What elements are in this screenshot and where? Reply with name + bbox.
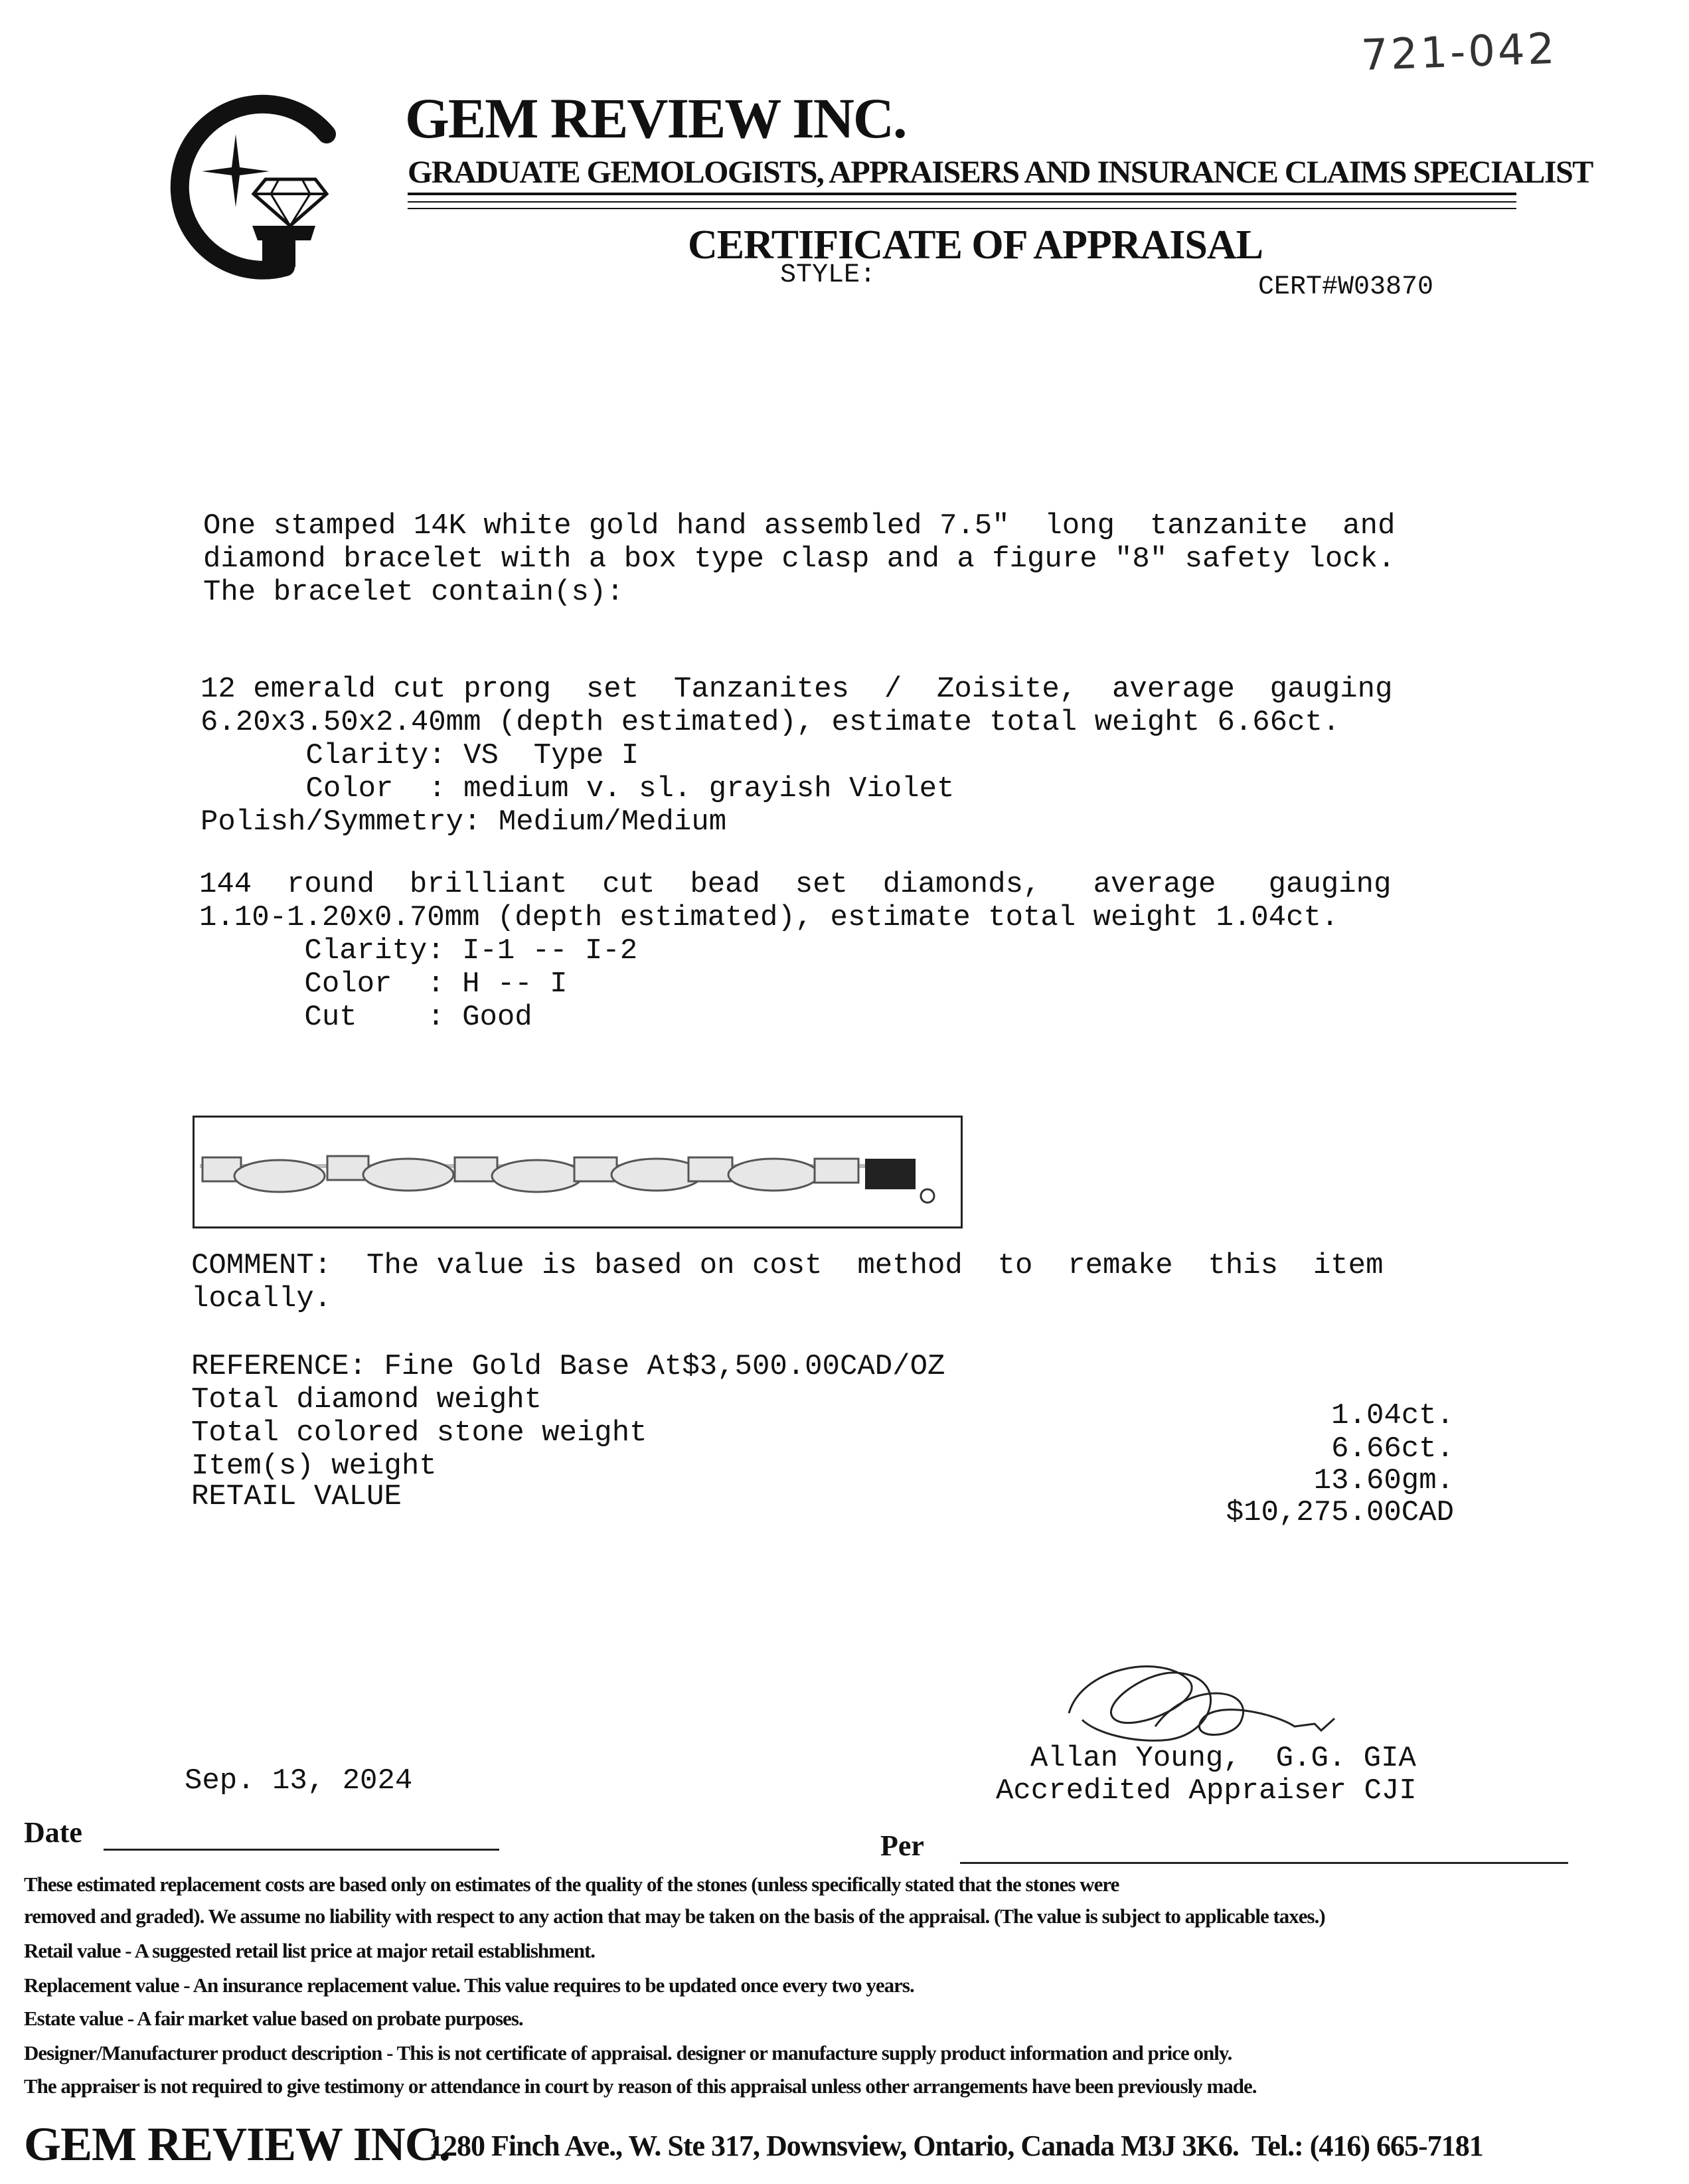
disclaimer-line: Retail value - A suggested retail list price at major retail establishment. — [24, 1939, 596, 1962]
emerald-cut-stone — [688, 1157, 732, 1181]
tanzanite-clarity: Clarity: VS Type I — [201, 739, 639, 772]
diamonds-color: Color : H -- I — [199, 967, 568, 1001]
emerald-cut-stone — [574, 1157, 617, 1181]
bracelet-photo — [193, 1116, 963, 1228]
diamonds-cut: Cut : Good — [199, 1001, 532, 1034]
certificate-number: CERT#W03870 — [1258, 272, 1434, 302]
disclaimer-line: The appraiser is not required to give testimony or attendance in court by reason of this appraisal unless other arrangements have been previously made. — [24, 2074, 1257, 2098]
tanzanite-polish: Polish/Symmetry: Medium/Medium — [201, 805, 727, 839]
diamonds-line: 1.10-1.20x0.70mm (depth estimated), estimate total weight 1.04ct. — [199, 901, 1339, 934]
item-weight-label: Item(s) weight — [191, 1450, 437, 1483]
disclaimer-line: Replacement value - An insurance replacement value. This value requires to be updated once every two years. — [24, 1974, 914, 1997]
item-weight-value: 13.60gm. — [1313, 1464, 1454, 1497]
diamond-icon — [254, 179, 327, 226]
tanzanite-line: 6.20x3.50x2.40mm (depth estimated), estimate total weight 6.66ct. — [201, 706, 1340, 739]
emerald-cut-stone — [327, 1156, 368, 1180]
total-diamond-weight-value: 1.04ct. — [1331, 1399, 1454, 1432]
marquise-stone — [363, 1159, 453, 1191]
comment-line: COMMENT: The value is based on cost method to remake this item — [191, 1249, 1384, 1282]
date-signature-line — [104, 1849, 499, 1851]
description-line: The bracelet contain(s): — [203, 576, 624, 609]
company-tagline: GRADUATE GEMOLOGISTS, APPRAISERS AND INSURANCE CLAIMS SPECIALIST — [408, 155, 1593, 190]
appraisal-date: Sep. 13, 2024 — [185, 1764, 413, 1798]
per-label: Per — [880, 1829, 924, 1862]
per-signature-line — [960, 1862, 1568, 1864]
comment-line: locally. — [191, 1282, 332, 1315]
emerald-cut-stone — [455, 1157, 497, 1181]
style-label: STYLE: — [780, 260, 876, 290]
disclaimer-line: These estimated replacement costs are based only on estimates of the quality of the stones (unless specifically stated that the stones were — [24, 1873, 1119, 1896]
marquise-stone — [234, 1160, 325, 1192]
document-title: CERTIFICATE OF APPRAISAL — [688, 222, 1263, 268]
retail-value-amount: $10,275.00CAD — [1226, 1496, 1454, 1529]
diamonds-clarity: Clarity: I-1 -- I-2 — [199, 934, 638, 967]
description-line: diamond bracelet with a box type clasp and a figure "8" safety lock. — [203, 543, 1396, 576]
total-colored-stone-weight-label: Total colored stone weight — [191, 1416, 647, 1450]
company-name: GEM REVIEW INC. — [405, 86, 906, 150]
tanzanite-color: Color : medium v. sl. grayish Violet — [201, 772, 955, 805]
disclaimer-line: Estate value - A fair market value based on probate purposes. — [24, 2007, 523, 2030]
footer-company-name: GEM REVIEW INC. — [24, 2118, 450, 2171]
appraiser-credential: Accredited Appraiser CJI — [996, 1774, 1417, 1807]
header-rule — [408, 193, 1516, 195]
disclaimer-line: Designer/Manufacturer product description - This is not certificate of appraisal. designer or manufacture supply product information and price only. — [24, 2041, 1232, 2064]
description-line: One stamped 14K white gold hand assembled 7.5" long tanzanite and — [203, 509, 1396, 543]
marquise-stone — [728, 1159, 819, 1191]
disclaimer-line: removed and graded). We assume no liability with respect to any action that may be taken on the basis of the appraisal. (The value is subject to applicable taxes.) — [24, 1904, 1325, 1928]
marquise-stone — [492, 1160, 582, 1192]
header-rule — [408, 208, 1516, 209]
footer-address: 1280 Finch Ave., W. Ste 317, Downsview, Ontario, Canada M3J 3K6. Tel.: (416) 665-7181 — [429, 2130, 1483, 2162]
total-colored-stone-weight-value: 6.66ct. — [1331, 1432, 1454, 1466]
header-rule — [408, 201, 1516, 203]
tanzanite-line: 12 emerald cut prong set Tanzanites / Zoisite, average gauging — [201, 673, 1393, 706]
gem-review-logo — [153, 93, 345, 286]
date-label: Date — [24, 1816, 82, 1849]
appraiser-name: Allan Young, G.G. GIA — [1030, 1742, 1416, 1775]
handwritten-reference-code: 721-042 — [1360, 24, 1558, 81]
emerald-cut-stone — [815, 1159, 858, 1183]
box-clasp — [865, 1159, 916, 1189]
appraiser-signature — [1056, 1640, 1361, 1753]
total-diamond-weight-label: Total diamond weight — [191, 1383, 542, 1416]
reference-line: REFERENCE: Fine Gold Base At$3,500.00CAD/OZ — [191, 1350, 945, 1383]
diamonds-line: 144 round brilliant cut bead set diamonds, average gauging — [199, 868, 1392, 901]
retail-value-label: RETAIL VALUE — [191, 1480, 402, 1513]
bracelet-image — [195, 1118, 961, 1226]
